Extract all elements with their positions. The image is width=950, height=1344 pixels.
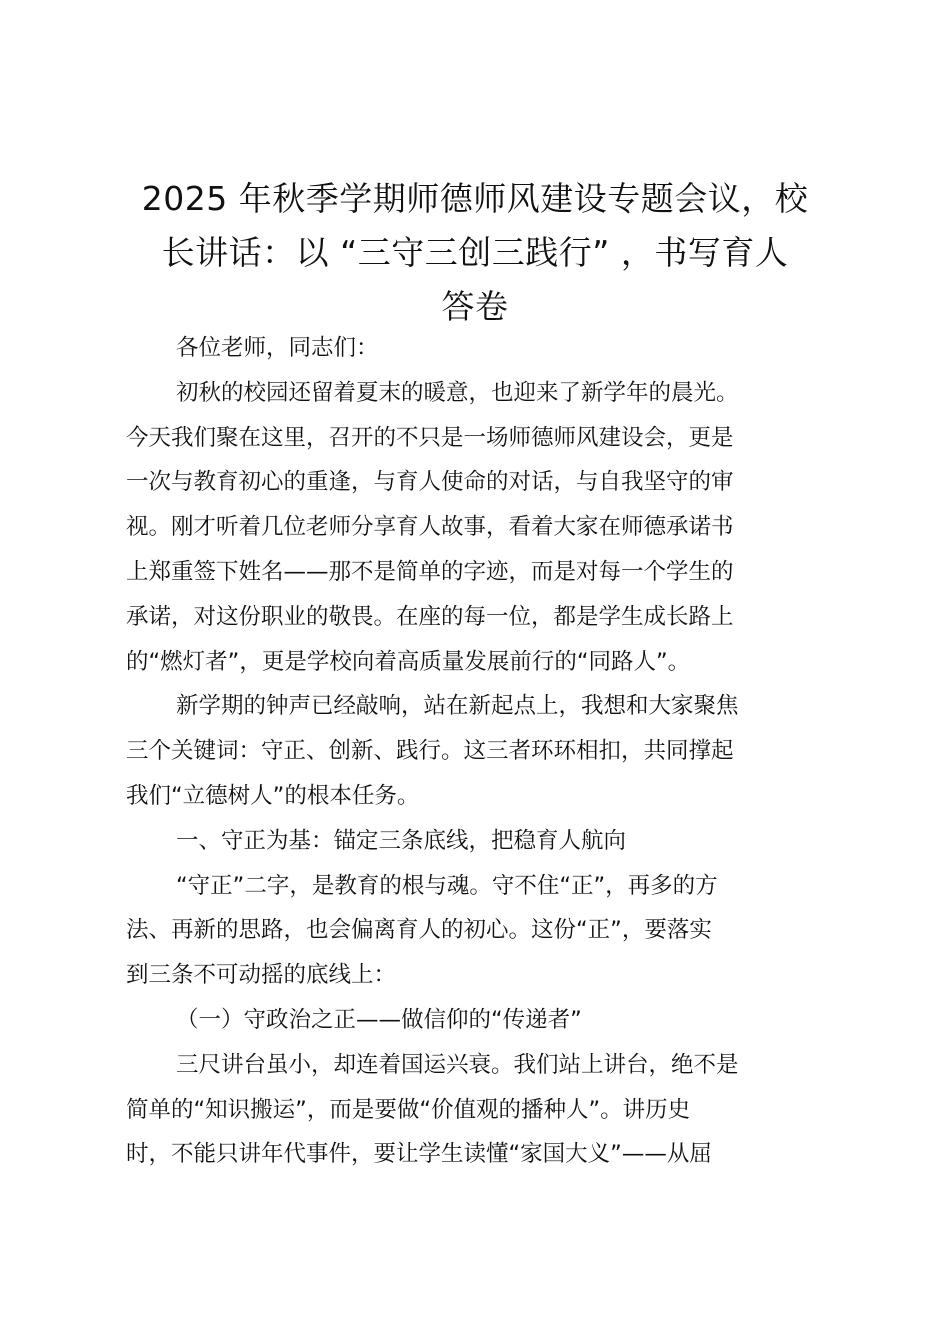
paragraph-line: 时，不能只讲年代事件，要让学生读懂“家国大义”——从屈 (126, 1141, 712, 1168)
paragraph-line: 视。刚才听着几位老师分享育人故事，看着大家在师德承诺书 (126, 514, 734, 541)
title-line-1: 2025 年秋季学期师德师风建设专题会议，校 (141, 179, 809, 218)
paragraph-line: 初秋的校园还留着夏末的暖意，也迎来了新学年的晨光。 (176, 379, 739, 406)
paragraph-line: 一次与教育初心的重逢，与育人使命的对话，与自我坚守的审 (126, 469, 734, 496)
title-line-2: 长讲话：以 “三守三创三践行” ，书写育人 (161, 233, 789, 272)
paragraph-line: 新学期的钟声已经敲响，站在新起点上，我想和大家聚焦 (176, 693, 739, 720)
paragraph-line: 我们“立德树人”的根本任务。 (126, 782, 420, 809)
salutation: 各位老师，同志们： (176, 335, 379, 361)
paragraph-line: 三尺讲台虽小，却连着国运兴衰。我们站上讲台，绝不是 (176, 1051, 739, 1078)
subsection-heading: （一）守政治之正——做信仰的“传递者” (176, 1006, 582, 1033)
paragraph-line: 的“燃灯者”，更是学校向着高质量发展前行的“同路人”。 (126, 648, 691, 675)
paragraph-line: 法、再新的思路，也会偏离育人的初心。这份“正”，要落实 (126, 917, 712, 944)
document-title (120, 172, 830, 334)
paragraph-line: 今天我们聚在这里，召开的不只是一场师德师风建设会，更是 (126, 424, 734, 451)
section-heading: 一、守正为基：锚定三条底线，把稳育人航向 (176, 827, 627, 854)
paragraph-line: 简单的“知识搬运”，而是要做“价值观的播种人”。讲历史 (126, 1096, 691, 1123)
paragraph-line: 三个关键词：守正、创新、践行。这三者环环相扣，共同撑起 (126, 738, 734, 765)
title-line-3: 答卷 (441, 287, 509, 326)
paragraph-line: “守正”二字，是教育的根与魂。守不住“正”，再多的方 (176, 872, 718, 899)
paragraph-line: 上郑重签下姓名——那不是简单的字迹，而是对每一个学生的 (126, 558, 734, 585)
paragraph-line: 到三条不可动摇的底线上： (126, 962, 397, 989)
document-body (126, 326, 834, 1177)
paragraph-line: 承诺，对这份职业的敬畏。在座的每一位，都是学生成长路上 (126, 603, 734, 630)
